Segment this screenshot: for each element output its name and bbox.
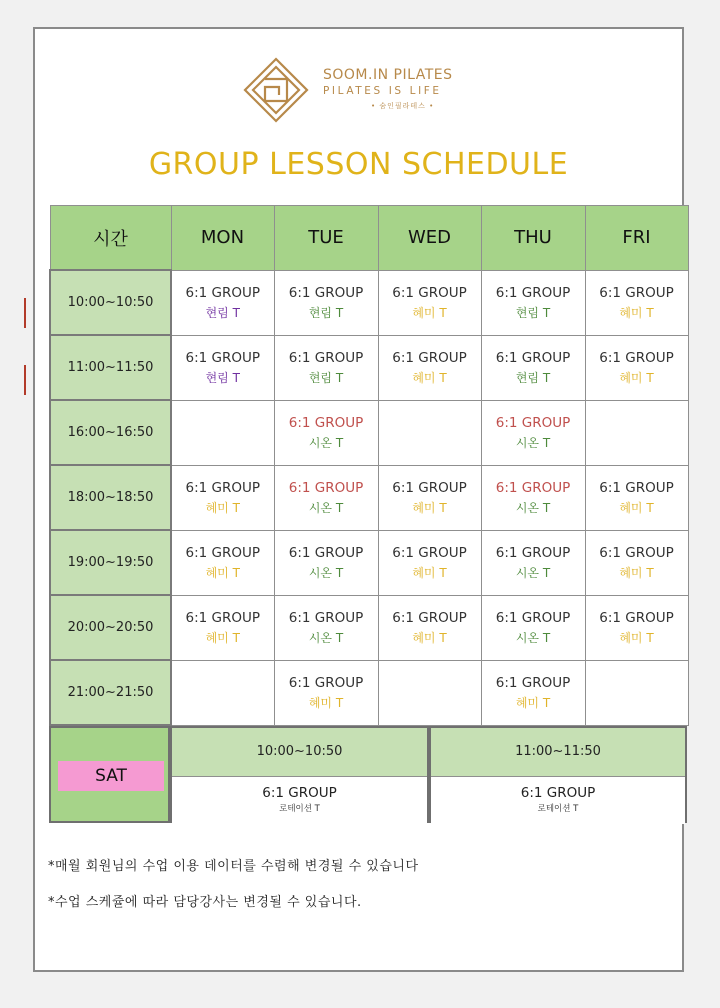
lesson-group: 6:1 GROUP [392, 609, 467, 626]
time-cell: 18:00~18:50 [50, 465, 171, 530]
header-mon: MON [171, 206, 274, 271]
saturday-slot-group: 6:1 GROUP [520, 785, 596, 801]
lesson-teacher: 현림 T [308, 305, 344, 320]
lesson-cell [274, 335, 378, 400]
lesson-group: 6:1 GROUP [495, 414, 571, 431]
footnote: *수업 스케쥴에 따라 담당강사는 변경될 수 있습니다. [48, 895, 362, 910]
lesson-group: 6:1 GROUP [185, 349, 260, 366]
lesson-teacher: 시온 T [308, 500, 344, 515]
lesson-teacher: 혜미 T [205, 500, 240, 515]
table-row [50, 270, 688, 335]
lesson-cell [171, 530, 274, 595]
lesson-group: 6:1 GROUP [392, 349, 467, 366]
saturday-slot [170, 726, 429, 823]
lesson-teacher: 시온 T [308, 630, 344, 645]
lesson-teacher: 혜미 T [412, 370, 447, 385]
lesson-cell [274, 530, 378, 595]
saturday-slot-body [172, 777, 427, 824]
saturday-slot-group: 6:1 GROUP [262, 785, 337, 801]
lesson-cell [171, 270, 274, 335]
lesson-cell [378, 660, 481, 725]
lesson-cell [171, 335, 274, 400]
header-thu: THU [481, 206, 585, 271]
saturday-slot [429, 726, 687, 823]
lesson-cell [481, 335, 585, 400]
lesson-cell [378, 335, 481, 400]
edge-mark [24, 365, 26, 395]
brand-korean-name: • 숨인필라테스 • [371, 102, 435, 110]
table-row [50, 400, 688, 465]
lesson-cell [378, 400, 481, 465]
table-row [50, 530, 688, 595]
lesson-cell [378, 595, 481, 660]
saturday-slot-teacher: 로테이션 T [537, 804, 579, 814]
lesson-cell [171, 595, 274, 660]
lesson-teacher: 혜미 T [308, 695, 344, 710]
saturday-label-cell [49, 726, 170, 823]
time-cell: 10:00~10:50 [50, 270, 171, 335]
header-wed: WED [378, 206, 481, 271]
lesson-cell [171, 660, 274, 725]
lesson-teacher: 현림 T [515, 370, 551, 385]
saturday-slot-body [431, 777, 685, 824]
lesson-teacher: 혜미 T [412, 565, 447, 580]
lesson-cell [481, 595, 585, 660]
lesson-teacher: 혜미 T [205, 630, 240, 645]
lesson-cell [274, 660, 378, 725]
lesson-teacher: 혜미 T [205, 565, 240, 580]
table-row [50, 335, 688, 400]
table-row [50, 595, 688, 660]
lesson-teacher: 혜미 T [619, 305, 654, 320]
lesson-group: 6:1 GROUP [288, 414, 364, 431]
lesson-teacher: 혜미 T [412, 500, 447, 515]
time-cell: 11:00~11:50 [50, 335, 171, 400]
lesson-cell [171, 465, 274, 530]
lesson-group: 6:1 GROUP [599, 609, 674, 626]
time-cell: 16:00~16:50 [50, 400, 171, 465]
lesson-teacher: 시온 T [308, 565, 344, 580]
lesson-group: 6:1 GROUP [288, 284, 364, 301]
header-time: 시간 [50, 206, 171, 271]
lesson-cell [378, 465, 481, 530]
lesson-cell [481, 270, 585, 335]
saturday-slot-teacher: 로테이션 T [279, 804, 320, 814]
lesson-cell [585, 270, 688, 335]
saturday-slot-time: 10:00~10:50 [172, 728, 427, 777]
lesson-group: 6:1 GROUP [288, 544, 364, 561]
lesson-group: 6:1 GROUP [288, 479, 364, 496]
lesson-group: 6:1 GROUP [392, 544, 467, 561]
lesson-cell [585, 595, 688, 660]
lesson-group: 6:1 GROUP [599, 284, 674, 301]
lesson-teacher: 시온 T [515, 565, 551, 580]
lesson-group: 6:1 GROUP [495, 349, 571, 366]
page-title: GROUP LESSON SCHEDULE [148, 147, 569, 182]
lesson-cell [585, 465, 688, 530]
lesson-group: 6:1 GROUP [599, 479, 674, 496]
lesson-cell [171, 400, 274, 465]
lesson-teacher: 혜미 T [515, 695, 551, 710]
lesson-cell [585, 335, 688, 400]
lesson-teacher: 혜미 T [619, 565, 654, 580]
brand-logo [243, 57, 503, 127]
lesson-group: 6:1 GROUP [495, 284, 571, 301]
lesson-cell [585, 660, 688, 725]
lesson-cell [378, 530, 481, 595]
lesson-teacher: 현림 T [205, 305, 240, 320]
lesson-cell [274, 595, 378, 660]
lesson-cell [481, 465, 585, 530]
lesson-cell [481, 660, 585, 725]
lesson-group: 6:1 GROUP [599, 349, 674, 366]
lesson-group: 6:1 GROUP [185, 479, 260, 496]
lesson-teacher: 시온 T [515, 630, 551, 645]
lesson-group: 6:1 GROUP [392, 479, 467, 496]
lesson-teacher: 시온 T [308, 435, 344, 450]
time-cell: 21:00~21:50 [50, 660, 171, 725]
lesson-group: 6:1 GROUP [185, 544, 260, 561]
header-tue: TUE [274, 206, 378, 271]
table-row [50, 465, 688, 530]
lesson-teacher: 현림 T [308, 370, 344, 385]
brand-name: SOOM.IN PILATES [323, 67, 453, 83]
footnote: *매월 회원님의 수업 이용 데이터를 수렴해 변경될 수 있습니다 [48, 859, 419, 874]
lesson-teacher: 현림 T [205, 370, 240, 385]
lesson-group: 6:1 GROUP [495, 609, 571, 626]
lesson-group: 6:1 GROUP [288, 349, 364, 366]
lesson-teacher: 혜미 T [619, 500, 654, 515]
weekly-schedule-table [49, 205, 689, 726]
lesson-group: 6:1 GROUP [392, 284, 467, 301]
lesson-cell [481, 400, 585, 465]
brand-tagline: PILATES IS LIFE [323, 85, 442, 97]
lesson-group: 6:1 GROUP [495, 544, 571, 561]
table-row [50, 660, 688, 725]
lesson-cell [274, 465, 378, 530]
lesson-teacher: 혜미 T [619, 370, 654, 385]
lesson-cell [481, 530, 585, 595]
lesson-group: 6:1 GROUP [495, 479, 571, 496]
logo-mark-icon [243, 57, 309, 123]
saturday-slot-time: 11:00~11:50 [431, 728, 685, 777]
lesson-cell [585, 400, 688, 465]
time-cell: 20:00~20:50 [50, 595, 171, 660]
lesson-teacher: 혜미 T [619, 630, 654, 645]
lesson-cell [274, 400, 378, 465]
header-row [50, 206, 688, 271]
saturday-label: SAT [58, 761, 164, 791]
lesson-group: 6:1 GROUP [599, 544, 674, 561]
lesson-teacher: 혜미 T [412, 305, 447, 320]
lesson-group: 6:1 GROUP [495, 674, 571, 691]
lesson-group: 6:1 GROUP [288, 674, 364, 691]
lesson-cell [274, 270, 378, 335]
lesson-teacher: 시온 T [515, 435, 551, 450]
lesson-cell [378, 270, 481, 335]
lesson-group: 6:1 GROUP [288, 609, 364, 626]
schedule-sheet [33, 27, 684, 972]
lesson-teacher: 시온 T [515, 500, 551, 515]
lesson-cell [585, 530, 688, 595]
header-fri: FRI [585, 206, 688, 271]
edge-mark [24, 298, 26, 328]
lesson-teacher: 현림 T [515, 305, 551, 320]
time-cell: 19:00~19:50 [50, 530, 171, 595]
lesson-group: 6:1 GROUP [185, 284, 260, 301]
saturday-schedule [49, 726, 687, 823]
lesson-group: 6:1 GROUP [185, 609, 260, 626]
lesson-teacher: 혜미 T [412, 630, 447, 645]
